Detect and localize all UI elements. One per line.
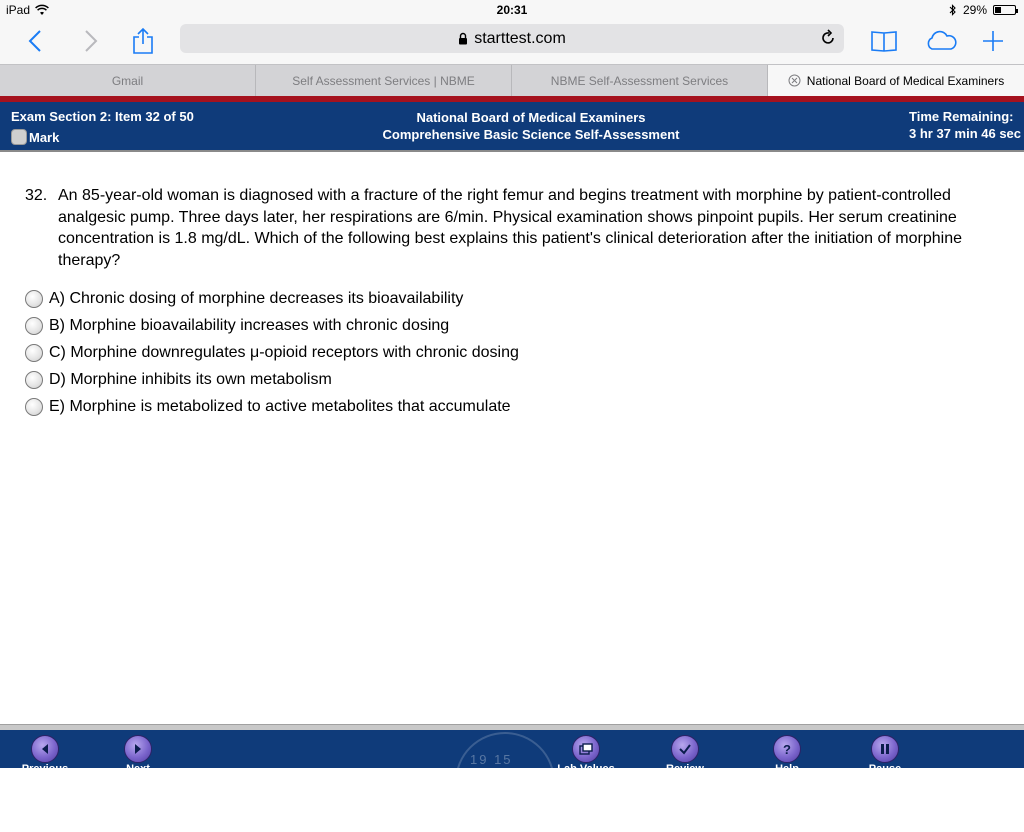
pause-icon [880,743,890,755]
lock-icon [458,32,468,45]
tab-label: Gmail [111,73,144,88]
pause-label[interactable]: Pause [868,763,902,775]
next-label[interactable]: Next [126,763,150,775]
browser-toolbar [0,20,1024,64]
exam-section-label: Exam Section 2: Item 32 of 50 [11,109,194,124]
time-remaining-value: 3 hr 37 min 46 sec [909,126,1022,141]
answer-option-a[interactable] [25,285,925,312]
device-name: iPad [6,3,31,17]
cloud-icon [923,29,959,53]
answer-option-b[interactable] [25,312,925,339]
tab-label: Self Assessment Services | NBME [292,73,475,88]
plus-icon [981,29,1005,53]
option-label: A) Chronic dosing of morphine decreases its bioavailability [49,289,464,307]
answer-option-d[interactable] [25,366,925,393]
radio-button[interactable] [25,344,43,362]
review-icon [678,743,692,755]
exam-title-block [331,109,731,143]
close-tab-icon[interactable] [788,74,801,87]
status-right [949,3,1016,17]
tab-self-assessment-services-nbme[interactable] [256,65,512,96]
radio-button[interactable] [25,317,43,335]
lab-values-button[interactable] [572,735,600,763]
pause-button[interactable] [871,735,899,763]
tab-nbme-self-assessment-services[interactable] [512,65,768,96]
answer-options [25,285,925,420]
back-button[interactable] [22,24,48,58]
exam-header [0,102,1024,152]
review-button[interactable] [671,735,699,763]
reload-icon [820,28,836,46]
chevron-right-icon [84,29,98,53]
option-label: C) Morphine downregulates μ-opioid receptors with chronic dosing [49,343,519,361]
status-time: 20:31 [496,3,528,17]
option-label: D) Morphine inhibits its own metabolism [49,370,332,388]
mark-label: Mark [29,129,60,145]
status-bar [0,0,1024,20]
reload-button[interactable] [820,28,836,51]
radio-button[interactable] [25,371,43,389]
seal-text: 19 15 [470,752,513,767]
next-button[interactable] [124,735,152,763]
bottom-nav-bar [0,730,1024,775]
tab-bar [0,64,1024,96]
url-text: starttest.com [474,29,566,47]
tab-gmail[interactable] [0,65,256,96]
forward-button[interactable] [78,24,104,58]
tab-label: National Board of Medical Examiners [806,73,1005,88]
bookmarks-button[interactable] [868,24,900,58]
nbme-seal-watermark [455,732,555,832]
bluetooth-icon [949,4,957,16]
radio-button[interactable] [25,398,43,416]
question-stem [25,185,1015,271]
address-bar[interactable] [180,24,844,53]
answer-option-c[interactable] [25,339,925,366]
mark-box[interactable] [11,129,27,145]
book-icon [869,29,899,53]
next-icon [132,743,144,755]
option-label: B) Morphine bioavailability increases with chronic dosing [49,316,450,334]
mark-checkbox[interactable] [11,129,59,145]
new-tab-button[interactable] [980,24,1006,58]
help-label[interactable]: Help [775,763,799,775]
help-button[interactable] [773,735,801,763]
radio-button[interactable] [25,290,43,308]
previous-label[interactable]: Previous [21,763,69,775]
battery-nub [1016,9,1018,13]
review-label[interactable]: Review [666,763,704,775]
tab-label: NBME Self-Assessment Services [550,73,729,88]
option-label: E) Morphine is metabolized to active metabolites that accumulate [49,397,511,415]
question-number: 32. [25,187,48,204]
tab-national-board-of-medical-examiners[interactable] [768,65,1024,96]
battery-percent: 29% [962,3,987,17]
battery-icon [993,5,1016,15]
previous-button[interactable] [31,735,59,763]
chevron-left-icon [28,29,42,53]
time-remaining-label: Time Remaining: [909,109,1014,124]
previous-icon [39,743,51,755]
icloud-tabs-button[interactable] [922,24,960,58]
lab-values-icon [579,743,593,755]
exam-org: National Board of Medical Examiners [416,110,646,125]
share-icon [132,27,154,55]
help-icon: ? [783,741,791,757]
exam-title: Comprehensive Basic Science Self-Assessment [382,127,680,142]
answer-option-e[interactable] [25,393,925,420]
lab-values-label[interactable]: Lab Values [557,763,615,775]
battery-fill [995,7,1001,13]
question-text: An 85-year-old woman is diagnosed with a fracture of the right femur and begins treatment with morphine by patient-controlled analgesic pump. Three days later, her respirations are 6/min. Physical examination shows pinpoint pupils. Her serum creatinine concentration is 1.8 mg/dL. Which of the following best explains this patient's clinical deterioration after the initiation of morphine therapy? [58,187,962,269]
share-button[interactable] [130,24,156,58]
